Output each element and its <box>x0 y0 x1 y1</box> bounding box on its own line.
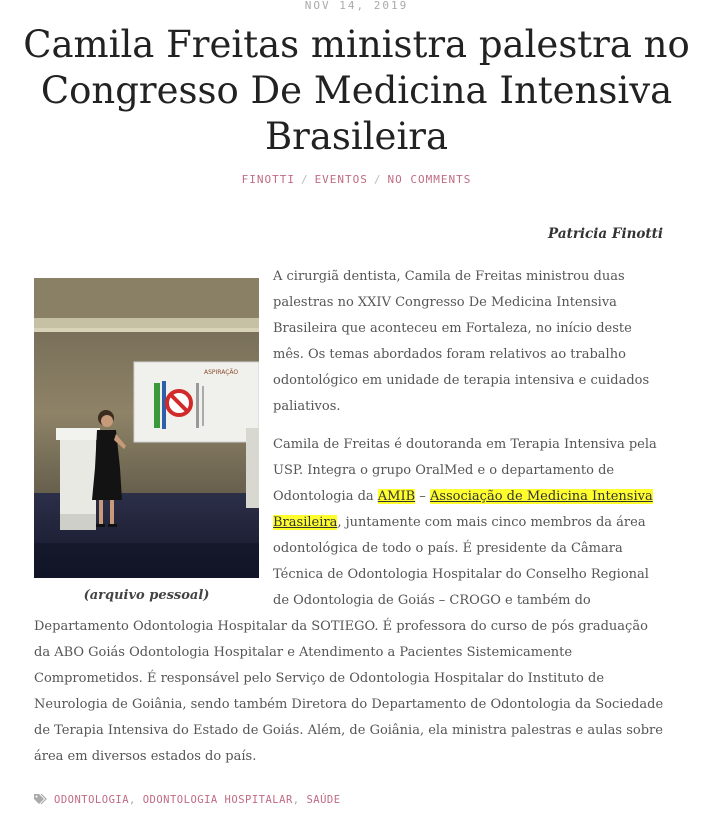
paragraph-1: A cirurgiã dentista, Camila de Freitas ministrou duas palestras no XXIV Congresso De Medicina Intensiva Brasileira que aconteceu em Fortaleza, no início deste mês. Os temas abordados foram relativos ao trabalho odontológico em unidade de terapia intensiva e cuidados paliativos. <box>273 269 650 414</box>
tag-separator: , <box>292 794 307 806</box>
tag-odontologia-hospitalar[interactable]: ODONTOLOGIA HOSPITALAR <box>142 794 293 806</box>
comments-link[interactable]: NO COMMENTS <box>387 173 472 186</box>
post-figure <box>34 278 259 608</box>
post-date: NOV 14, 2019 <box>304 0 409 12</box>
post-content <box>34 264 664 782</box>
presentation-photo <box>34 278 259 578</box>
amib-fullname-link[interactable]: Associação de Medicina Intensiva Brasileira <box>273 489 653 530</box>
post-title: Camila Freitas ministra palestra no Congresso De Medicina Intensiva Brasileira <box>23 23 690 158</box>
author-link[interactable]: FINOTTI <box>241 173 295 186</box>
tag-separator: , <box>129 794 143 806</box>
byline: Patricia Finotti <box>548 226 663 242</box>
amib-link[interactable]: AMIB <box>377 489 416 504</box>
tag-odontologia[interactable]: ODONTOLOGIA <box>54 794 130 806</box>
meta-separator: / <box>373 173 382 186</box>
tag-icon <box>34 794 48 805</box>
post-meta <box>0 173 713 186</box>
tag-saude[interactable]: SAÚDE <box>306 794 341 806</box>
category-link[interactable]: EVENTOS <box>314 173 368 186</box>
slide-title: ASPIRAÇÃO <box>204 369 239 376</box>
paragraph-2-text: Camila de Freitas é doutoranda em Terapia Intensiva pela USP. Integra o grupo OralMed e o departamento de Odontologia da <box>273 437 657 504</box>
paragraph-2-rest: , juntamente com mais cinco membros da área odontológica de todo o país. É presidente da Câmara Técnica de Odontologia Hospitalar do Conselho Regional de Odontologia de Goiás – CROGO e também do Departamento Odontologia Hospitalar da SOTIEGO. É professora do curso de pós graduação da ABO Goiás Odontologia Hospitalar e Atendimento a Pacientes Sistemicamente Comprometidos. É responsável pelo Serviço de Odontologia Hospitalar do Instituto de Neurologia de Goiânia, sendo também Diretora do Departamento de Odontologia da Sociedade de Terapia Intensiva do Estado de Goiás. Além, de Goiânia, ela ministra palestras e aulas sobre área em diversos estados do país. <box>34 515 664 764</box>
post-tags <box>34 794 341 806</box>
figure-caption: (arquivo pessoal) <box>83 588 210 603</box>
meta-separator: / <box>300 173 309 186</box>
dash-text: – <box>415 489 430 504</box>
